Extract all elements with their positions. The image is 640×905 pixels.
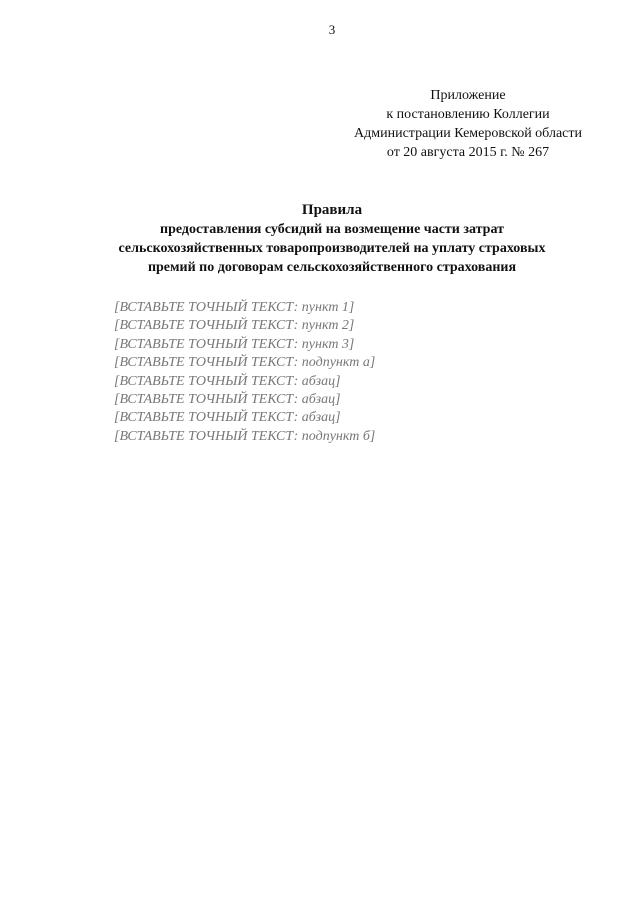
- appendix-line: Администрации Кемеровской области: [354, 126, 582, 141]
- body-paragraph: [ВСТАВЬТЕ ТОЧНЫЙ ТЕКСТ: абзац]: [114, 392, 341, 408]
- appendix-line: к постановлению Коллегии: [386, 107, 550, 122]
- body-paragraph: [ВСТАВЬТЕ ТОЧНЫЙ ТЕКСТ: подпункт а]: [114, 355, 376, 371]
- appendix-line: Приложение: [430, 88, 506, 103]
- body-paragraph: [ВСТАВЬТЕ ТОЧНЫЙ ТЕКСТ: абзац]: [114, 410, 341, 426]
- page-number: 3: [328, 22, 336, 37]
- body-paragraph: [ВСТАВЬТЕ ТОЧНЫЙ ТЕКСТ: подпункт б]: [114, 428, 376, 444]
- document-subtitle-line: премий по договорам сельскохозяйственного страхования: [147, 260, 517, 275]
- appendix-line: от 20 августа 2015 г. № 267: [386, 145, 550, 160]
- body-paragraph: [ВСТАВЬТЕ ТОЧНЫЙ ТЕКСТ: пункт 1]: [114, 300, 355, 315]
- document-subtitle-line: предоставления субсидий на возмещение части затрат: [160, 222, 504, 237]
- appendix-header: [348, 86, 588, 162]
- document-title: Правила: [301, 202, 363, 218]
- body-paragraph: [ВСТАВЬТЕ ТОЧНЫЙ ТЕКСТ: пункт 3]: [114, 336, 355, 352]
- body-paragraph: [ВСТАВЬТЕ ТОЧНЫЙ ТЕКСТ: пункт 2]: [114, 318, 355, 334]
- document-body: [76, 299, 588, 446]
- title-block: [76, 200, 588, 277]
- body-paragraph: [ВСТАВЬТЕ ТОЧНЫЙ ТЕКСТ: абзац]: [114, 373, 341, 389]
- document-subtitle-line: сельскохозяйственных товаропроизводителей на уплату страховых: [118, 241, 546, 256]
